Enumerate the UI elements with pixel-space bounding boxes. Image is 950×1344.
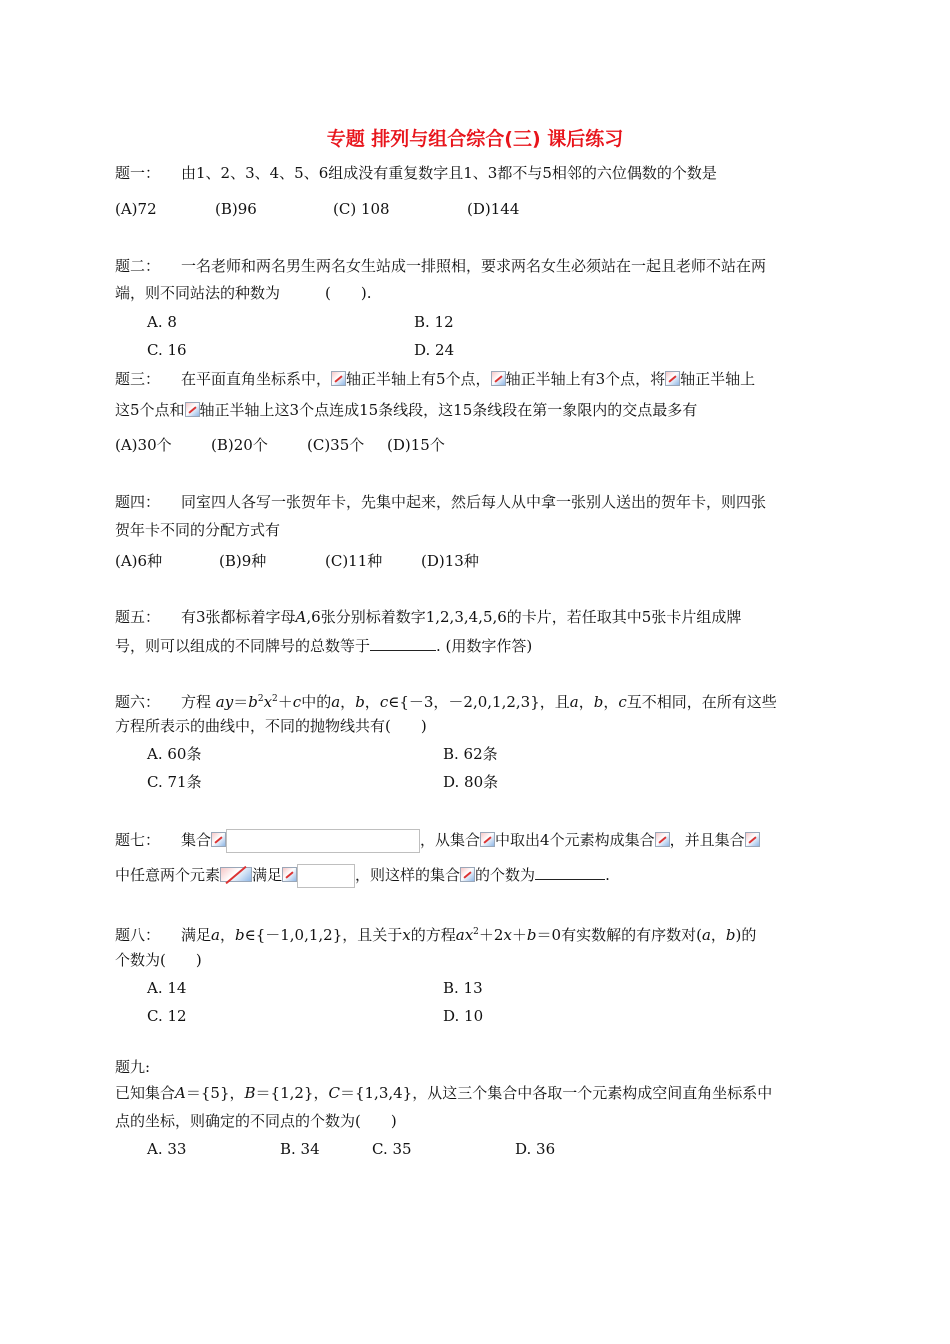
stem-variable: b	[593, 693, 604, 711]
stem-variable: a	[211, 926, 220, 944]
option-d: (D)15个	[387, 436, 445, 454]
question-9-options	[147, 1139, 555, 1159]
stem-variable: A	[295, 608, 307, 626]
stem-variable: B	[244, 1084, 256, 1102]
stem-variable: b	[234, 926, 245, 944]
image-placeholder-icon	[185, 402, 200, 417]
option-d: (D)144	[467, 200, 520, 218]
formula-image-box	[297, 864, 355, 888]
option-c: C. 71条	[147, 773, 202, 791]
stem-part: ，	[340, 693, 356, 711]
stem-part: ，	[219, 926, 235, 944]
stem-variable: a	[331, 693, 341, 711]
stem-part: 互不相同，在所有这些	[626, 693, 777, 711]
equation-part: ＝0有实数解的有序数对(	[536, 926, 702, 944]
option-d: D. 80条	[443, 773, 499, 791]
option-a: A. 60条	[147, 745, 202, 763]
option-a: A. 33	[147, 1140, 187, 1158]
stem-part: 满足	[252, 866, 283, 884]
question-stem-line2: 方程所表示的曲线中，不同的抛物线共有( )	[115, 717, 427, 735]
option-a: (A)6种	[115, 552, 163, 570]
option-c: (C)11种	[325, 552, 383, 570]
question-stem-line1: 同室四人各写一张贺年卡，先集中起来，然后每人从中拿一张别人送出的贺年卡，则四张	[181, 493, 767, 511]
question-4-options	[115, 551, 479, 571]
question-label: 题四：	[115, 493, 161, 511]
option-b: (B)20个	[211, 436, 268, 454]
question-8	[115, 922, 756, 945]
question-label: 题六：	[115, 693, 161, 711]
question-label: 题五：	[115, 608, 161, 626]
equation-exponent: 2	[473, 927, 479, 937]
page-title: 专题 排列与组合综合(三) 课后练习	[326, 128, 624, 150]
stem-part: .	[605, 866, 610, 884]
image-placeholder-icon	[655, 832, 670, 847]
option-b: (B)9种	[219, 552, 267, 570]
stem-variable: b	[355, 693, 365, 711]
stem-part: ，并且集合	[669, 831, 745, 849]
question-7	[115, 829, 760, 853]
question-stem-line2: 贺年卡不同的分配方式有	[115, 521, 281, 539]
answer-blank	[535, 865, 605, 880]
option-a: A. 8	[147, 313, 177, 331]
image-placeholder-icon	[745, 832, 760, 847]
option-c: C. 35	[372, 1140, 412, 1158]
stem-part: ＝{1,3,4}，从这三个集合中各取一个元素构成空间直角坐标系中	[339, 1084, 773, 1102]
stem-part: 轴正半轴上	[680, 370, 756, 388]
stem-part: ＝{5}，	[185, 1084, 245, 1102]
image-placeholder-icon	[480, 832, 495, 847]
question-stem-line1: 一名老师和两名男生两名女生站成一排照相，要求两名女生必须站在一起且老师不站在两	[181, 257, 767, 275]
stem-part: ∈{－1,0,1,2}，且关于	[244, 926, 403, 944]
stem-variable: a	[569, 693, 579, 711]
stem-variable: A	[175, 1084, 186, 1102]
stem-part: ,6张分别标着数字1,2,3,4,5,6的卡片，若任取其中5张卡片组成牌	[306, 608, 742, 626]
equation-part: b	[526, 926, 537, 944]
question-stem-line2: 个数为( )	[115, 951, 202, 969]
image-placeholder-icon	[282, 867, 297, 882]
image-placeholder-icon	[460, 867, 475, 882]
stem-part: 的方程	[410, 926, 456, 944]
stem-part: ，则这样的集合	[355, 866, 461, 884]
question-1-options	[115, 199, 519, 219]
option-b: (B)96	[215, 200, 257, 218]
stem-part: 的个数为	[475, 866, 536, 884]
stem-part: )的	[735, 926, 757, 944]
option-b: B. 13	[443, 979, 483, 997]
image-placeholder-icon	[491, 371, 506, 386]
stem-part: 中取出4个元素构成集合	[495, 831, 655, 849]
stem-part: ，从集合	[420, 831, 481, 849]
equation-part: ＋	[511, 926, 527, 944]
question-6	[115, 689, 777, 712]
option-c: (C) 108	[333, 200, 390, 218]
equation-part: c	[292, 693, 302, 711]
stem-part: ，	[364, 693, 380, 711]
question-label: 题二：	[115, 257, 161, 275]
option-c: (C)35个	[307, 436, 365, 454]
equation-part: ＋	[277, 693, 293, 711]
option-a: (A)30个	[115, 436, 172, 454]
question-3-line2	[115, 400, 697, 420]
question-4	[115, 492, 766, 512]
option-d: (D)13种	[421, 552, 479, 570]
question-9	[115, 1083, 772, 1103]
stem-part: . (用数字作答)	[436, 637, 533, 655]
stem-part: 中的	[301, 693, 332, 711]
option-c: C. 16	[147, 341, 187, 359]
stem-part: 有3张都标着字母	[181, 608, 296, 626]
question-stem-line2: 端，则不同站法的种数为 ( ).	[115, 284, 372, 302]
question-label: 题七：	[115, 831, 161, 849]
stem-part: ，	[578, 693, 594, 711]
answer-blank	[370, 636, 436, 651]
stem-variable: x	[402, 926, 411, 944]
equation-part: x	[263, 693, 273, 711]
stem-variable: a	[701, 926, 711, 944]
image-placeholder-icon	[665, 371, 680, 386]
option-c: C. 12	[147, 1007, 187, 1025]
image-placeholder-icon	[220, 867, 252, 882]
question-9-label: 题九:	[115, 1058, 151, 1076]
stem-part: ，	[710, 926, 726, 944]
question-stem-line2: 点的坐标，则确定的不同点的个数为( )	[115, 1112, 397, 1130]
equation-exponent: 2	[257, 694, 264, 704]
equation-part: b	[248, 693, 258, 711]
stem-part: 轴正半轴上有3个点，将	[505, 370, 666, 388]
option-d: D. 10	[443, 1007, 484, 1025]
stem-part: 已知集合	[115, 1084, 176, 1102]
stem-part: 满足	[181, 926, 212, 944]
option-b: B. 62条	[443, 745, 498, 763]
stem-variable: c	[618, 693, 627, 711]
equation-part: x	[503, 926, 512, 944]
stem-part: 轴正半轴上有5个点，	[346, 370, 491, 388]
question-2	[115, 256, 766, 276]
stem-part: ＝{1,2}，	[255, 1084, 329, 1102]
stem-part: 号，则可以组成的不同牌号的总数等于	[115, 637, 371, 655]
stem-part: 方程	[181, 693, 212, 711]
option-b: B. 12	[414, 313, 454, 331]
question-stem: 由1、2、3、4、5、6组成没有重复数字且1、3都不与5相邻的六位偶数的个数是	[181, 164, 717, 182]
question-3	[115, 369, 755, 389]
question-1	[115, 163, 717, 183]
equation-part: ax	[455, 926, 474, 944]
stem-part: ∈{－3，－2,0,1,2,3}，且	[388, 693, 570, 711]
option-d: D. 36	[515, 1140, 556, 1158]
question-label: 题一：	[115, 164, 161, 182]
stem-part: 轴正半轴上这3个点连成15条线段，这15条线段在第一象限内的交点最多有	[199, 401, 698, 419]
stem-variable: c	[379, 693, 389, 711]
stem-part: ，	[603, 693, 619, 711]
question-label: 题八：	[115, 926, 161, 944]
question-5	[115, 607, 741, 627]
equation-part: ＋2	[478, 926, 504, 944]
stem-part: 这5个点和	[115, 401, 185, 419]
option-b: B. 34	[280, 1140, 320, 1158]
image-placeholder-icon	[211, 832, 226, 847]
stem-variable: C	[328, 1084, 340, 1102]
image-placeholder-icon	[331, 371, 346, 386]
equation-part: ＝	[233, 693, 249, 711]
question-label: 题三：	[115, 370, 161, 388]
question-3-options	[115, 435, 445, 455]
stem-part: 中任意两个元素	[115, 866, 221, 884]
equation-part: ay	[215, 693, 234, 711]
option-a: A. 14	[147, 979, 187, 997]
formula-image-box	[226, 829, 420, 853]
option-d: D. 24	[414, 341, 455, 359]
equation-exponent: 2	[272, 694, 278, 704]
option-a: (A)72	[115, 200, 157, 218]
question-7-line2	[115, 864, 610, 888]
stem-part: 在平面直角坐标系中，	[181, 370, 332, 388]
stem-variable: b	[725, 926, 736, 944]
question-5-line2	[115, 636, 532, 656]
stem-part: 集合	[181, 831, 212, 849]
